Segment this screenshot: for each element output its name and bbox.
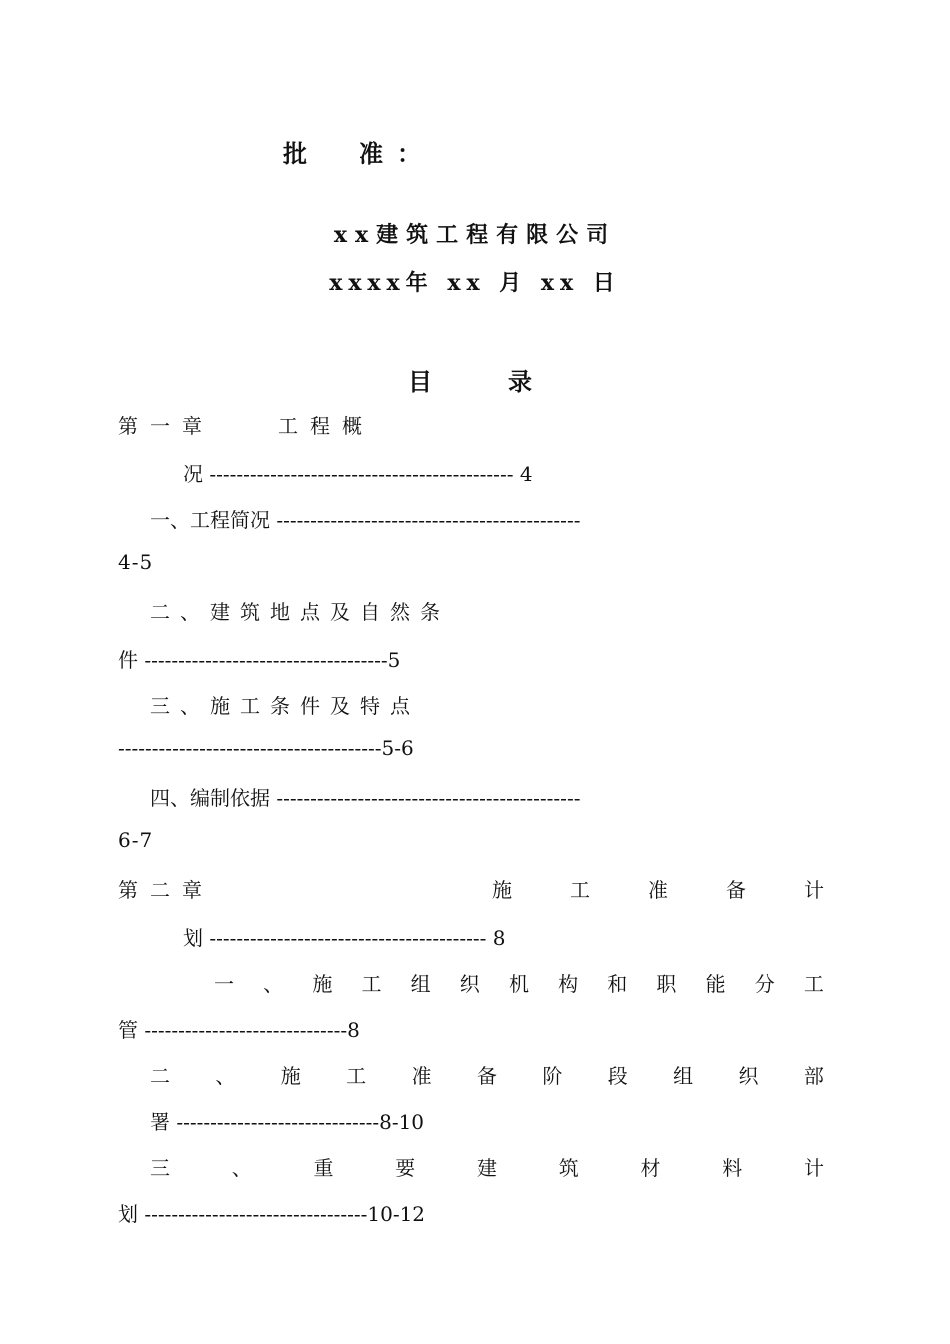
toc-item-2-1-char: 构 [558, 972, 579, 996]
toc-item-2-1 [214, 968, 824, 997]
toc-chapter-2-title [118, 874, 824, 903]
toc-item-1-2: 二、建筑地点及自然条 [150, 600, 450, 624]
toc-item-2-1-char: 施 [312, 972, 333, 996]
toc-chapter-1-title: 第一章 工程概 [118, 414, 374, 438]
toc-item-2-2-char: 准 [411, 1064, 432, 1088]
toc-item-2-3-char: 三 [150, 1156, 170, 1180]
toc-item-2-3-char: 料 [722, 1156, 743, 1180]
toc-item-2-2-char: 备 [476, 1064, 497, 1088]
toc-item-1-1-pages: 4-5 [118, 550, 154, 574]
toc-chapter-2-label: 第二章 [118, 878, 214, 902]
toc-item-1-1: 一、工程简况 --------------------------------------------- [150, 508, 581, 532]
toc-item-2-3-char: 筑 [558, 1156, 579, 1180]
toc-item-2-2-char: 施 [280, 1064, 301, 1088]
toc-item-2-2-char: 阶 [542, 1064, 563, 1088]
toc-title: 目录 [408, 367, 608, 396]
toc-item-2-2-char: 段 [607, 1064, 628, 1088]
toc-item-2-1-char: 分 [754, 972, 775, 996]
toc-item-2-1-char: 职 [656, 972, 677, 996]
toc-chapter-1-leader: 况 --------------------------------------------- 4 [183, 462, 533, 486]
toc-chapter-2-char: 计 [804, 878, 824, 902]
toc-item-1-2-leader: 件 ------------------------------------5 [118, 648, 401, 672]
toc-item-2-2-char: 组 [673, 1064, 694, 1088]
toc-item-1-4: 四、编制依据 --------------------------------------------- [150, 786, 581, 810]
toc-item-2-2 [150, 1060, 824, 1089]
toc-item-2-1-char: 和 [607, 972, 628, 996]
company-name: xx建筑工程有限公司 [333, 222, 617, 248]
toc-item-2-1-char: 工 [803, 972, 824, 996]
toc-item-2-3-char: 材 [640, 1156, 661, 1180]
toc-item-2-1-char: 一 [214, 972, 234, 996]
toc-item-2-3 [150, 1152, 824, 1181]
toc-item-1-3-leader: ---------------------------------------5-6 [118, 736, 414, 760]
toc-chapter-2-char: 工 [570, 878, 590, 902]
toc-item-2-1-char: 组 [410, 972, 431, 996]
toc-item-2-2-char: 工 [346, 1064, 367, 1088]
toc-item-2-1-char: 能 [705, 972, 726, 996]
toc-item-2-2-char: 二 [150, 1064, 170, 1088]
toc-item-2-1-leader: 管 ------------------------------8 [118, 1018, 360, 1042]
toc-item-2-3-char: 、 [231, 1156, 252, 1180]
toc-item-1-3: 三、施工条件及特点 [150, 694, 420, 718]
toc-chapter-2-char: 准 [648, 878, 668, 902]
document-date: xxxx年 xx 月 xx 日 [329, 270, 621, 296]
toc-item-2-3-char: 计 [804, 1156, 824, 1180]
toc-item-2-3-char: 要 [395, 1156, 416, 1180]
approval-label: 批 准： [283, 139, 435, 168]
toc-item-2-3-leader: 划 ---------------------------------10-12 [118, 1202, 426, 1226]
toc-chapter-2-leader: 划 ----------------------------------------- 8 [183, 926, 506, 950]
toc-item-2-1-char: 、 [263, 972, 284, 996]
toc-item-2-2-leader: 署 ------------------------------8-10 [150, 1110, 425, 1134]
toc-item-1-4-pages: 6-7 [118, 828, 154, 852]
toc-item-2-3-char: 建 [477, 1156, 497, 1180]
toc-chapter-2-char: 备 [726, 878, 746, 902]
toc-item-2-1-char: 工 [361, 972, 382, 996]
toc-item-2-2-char: 织 [738, 1064, 759, 1088]
toc-item-2-2-char: 部 [803, 1064, 824, 1088]
toc-item-2-1-char: 机 [508, 972, 529, 996]
toc-chapter-2-char: 施 [492, 878, 512, 902]
toc-item-2-3-char: 重 [313, 1156, 334, 1180]
toc-item-2-1-char: 织 [459, 972, 480, 996]
toc-item-2-2-char: 、 [215, 1064, 236, 1088]
